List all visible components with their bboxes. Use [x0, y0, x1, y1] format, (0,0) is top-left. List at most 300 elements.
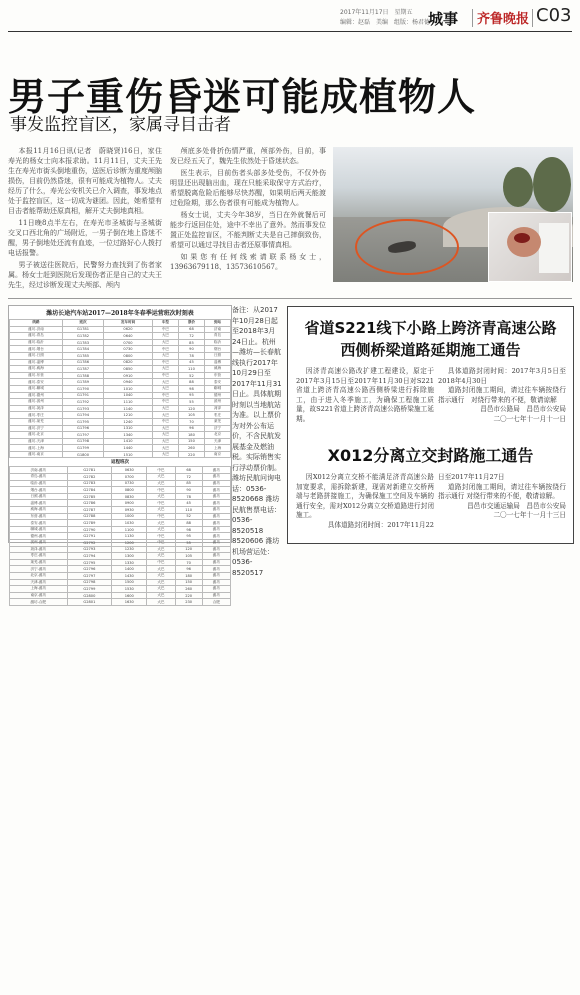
table-cell: 1330	[112, 559, 147, 566]
table-row	[10, 520, 231, 527]
table-cell: G2788	[67, 513, 112, 520]
table-cell: 1110	[104, 399, 153, 406]
table-cell: 潍坊-合肥	[10, 599, 68, 606]
table-cell: 1000	[112, 513, 147, 520]
date-editors	[340, 8, 430, 28]
table-cell: 88	[175, 520, 202, 527]
notice1-side	[438, 367, 566, 424]
table-cell: 潍坊	[202, 540, 230, 547]
table-subtitle: 返程班次	[111, 460, 129, 466]
table-cell: G1787	[62, 366, 103, 373]
table-cell: 中巴	[147, 559, 175, 566]
table-cell: 68	[178, 326, 204, 333]
article-column-2	[170, 146, 326, 274]
table-row	[10, 599, 231, 606]
table-cell: G2790	[67, 526, 112, 533]
table-row	[10, 553, 231, 560]
table-cell: 72	[175, 474, 202, 481]
road-notice-box	[287, 306, 574, 544]
table-cell: G1784	[62, 346, 103, 353]
page-number: C03	[536, 5, 572, 26]
table-cell: 1500	[112, 579, 147, 586]
header-divider	[532, 9, 533, 27]
table-cell: 滨州-潍坊	[10, 540, 68, 547]
table-cell: 大巴	[152, 438, 178, 445]
table-cell: 68	[175, 467, 202, 474]
table-cell: 0700	[112, 474, 147, 481]
table-cell: 大巴	[152, 379, 178, 386]
table-cell: G2794	[67, 553, 112, 560]
table-cell: 潍坊-莱芜	[10, 418, 63, 425]
table-cell: G1797	[62, 432, 103, 439]
table-cell: 中巴	[147, 487, 175, 494]
table-cell: G1785	[62, 352, 103, 359]
table-cell: 0940	[104, 379, 153, 386]
table-cell: 菏泽-潍坊	[10, 546, 68, 553]
tree	[503, 167, 533, 207]
notice2-date: 二〇一七年十一月十三日	[493, 511, 566, 519]
notice2-side	[438, 473, 566, 521]
table-cell: 青岛-潍坊	[10, 474, 68, 481]
table-cell: 烟台	[204, 346, 230, 353]
table-cell: 55	[178, 399, 204, 406]
table-cell: 96	[178, 425, 204, 432]
table-cell: 潍坊-济南	[10, 326, 63, 333]
table-cell: 大巴	[152, 451, 178, 458]
table-cell: 120	[175, 546, 202, 553]
table-cell: 潍坊-南京	[10, 451, 63, 458]
table-cell: 90	[178, 346, 204, 353]
table-row	[10, 540, 231, 547]
table-cell: 烟台-潍坊	[10, 487, 68, 494]
table-cell: 0820	[104, 359, 153, 366]
table-cell: 潍坊-日照	[10, 352, 63, 359]
table-cell: 1630	[112, 599, 147, 606]
table-row	[10, 418, 231, 425]
table-cell: 天津	[204, 438, 230, 445]
table-cell: 1530	[112, 586, 147, 593]
table-row	[10, 579, 231, 586]
table-cell: 上海	[204, 445, 230, 452]
table-row	[10, 566, 231, 573]
table-row	[10, 451, 231, 458]
table-cell: 1410	[104, 438, 153, 445]
table-cell: 潍坊	[202, 500, 230, 507]
table-cell: 大巴	[152, 405, 178, 412]
paragraph: 道路封闭施工期间，请过往车辆按绕行指示通行 对绕行带来的不便，敬请谅解	[438, 386, 566, 404]
table-cell: 1430	[112, 572, 147, 579]
table-cell: 威海-潍坊	[10, 507, 68, 514]
table-cell: 潍坊	[202, 520, 230, 527]
table-row	[10, 474, 231, 481]
table-cell: 潍坊	[202, 579, 230, 586]
table-cell: G2795	[67, 559, 112, 566]
table-cell: 潍坊-滨州	[10, 399, 63, 406]
table-cell: 潍坊-临沂	[10, 339, 63, 346]
table-cell: 潍坊-北京	[10, 432, 63, 439]
table-cell: 1240	[104, 418, 153, 425]
table-cell: 中巴	[152, 372, 178, 379]
table-cell: 72	[178, 333, 204, 340]
table-row	[10, 339, 231, 346]
table-cell: G1790	[62, 385, 103, 392]
table-cell: 南京	[204, 451, 230, 458]
table-cell: G1793	[62, 405, 103, 412]
table-cell: 220	[175, 592, 202, 599]
pillow	[539, 223, 569, 273]
notice1-body	[296, 367, 434, 424]
table-row	[10, 412, 231, 419]
table-cell: 济南	[204, 326, 230, 333]
table-cell: 北京-潍坊	[10, 572, 68, 579]
table-cell: G2799	[67, 586, 112, 593]
table-row	[10, 432, 231, 439]
table-cell: 潍坊	[202, 586, 230, 593]
table-cell: 1130	[112, 533, 147, 540]
table-cell: G1794	[62, 412, 103, 419]
table-cell: 大巴	[147, 572, 175, 579]
paragraph: 11日晚8点半左右，在寿光市圣城街与圣城街交叉口西北角的广场附近，一男子倒在地上昏迷不醒，男子倒地处还流有血迹，一位过路好心人拨打电话报警。	[8, 219, 162, 257]
table-cell: 青岛	[204, 333, 230, 340]
table-cell: 大巴	[152, 425, 178, 432]
table-row	[10, 526, 231, 533]
table-cell: 1310	[104, 425, 153, 432]
table-cell: 中巴	[147, 513, 175, 520]
table-row	[10, 405, 231, 412]
notice1-date: 二〇一七年十一月十一日	[493, 414, 566, 423]
table-cell: G2797	[67, 572, 112, 579]
table-row	[10, 399, 231, 406]
table-cell: 180	[175, 572, 202, 579]
table-cell: 潍坊-枣庄	[10, 412, 63, 419]
table-cell: 菏泽	[204, 405, 230, 412]
table-cell: 日照-潍坊	[10, 493, 68, 500]
table-cell: 济南-潍坊	[10, 467, 68, 474]
table-cell: 日照	[204, 352, 230, 359]
table-cell: 0730	[104, 346, 153, 353]
schedule-grid-bottom	[9, 466, 231, 605]
paragraph: 如果您有任何线索请联系杨女士，13963679118、13573610567。	[170, 253, 326, 271]
table-row	[10, 572, 231, 579]
table-cell: 潍坊-淄博	[10, 359, 63, 366]
flight-note: 备注：从2017年10月28日起至2018年3月24日止。杭州—潍坊—长春航线执行2017年10月29日至2017年11月31日止。具体航期时刻以当地航站为准。以上票价为对外公布运价，不含民航发展基金及燃油税。实际销售实行浮动票价制。潍坊民航问询电话：0536-8520668 潍坊民航售票电话：0536-8520518 8520606 潍坊机场营运处：0536-8520517	[232, 306, 282, 577]
table-cell: 1230	[112, 546, 147, 553]
table-cell: 0800	[112, 487, 147, 494]
table-row	[10, 326, 231, 333]
table-cell: 120	[178, 405, 204, 412]
table-cell: G2784	[67, 487, 112, 494]
table-row	[10, 586, 231, 593]
table-cell: 0830	[112, 493, 147, 500]
table-cell: 大巴	[152, 352, 178, 359]
table-cell: 上海-潍坊	[10, 586, 68, 593]
table-row	[10, 385, 231, 392]
table-cell: 1100	[112, 526, 147, 533]
table-cell: 大巴	[147, 480, 175, 487]
table-row	[10, 507, 231, 514]
table-row	[10, 467, 231, 474]
table-cell: 潍坊	[202, 592, 230, 599]
table-cell: 泰安	[204, 379, 230, 386]
notice2-date-right: 日至2017年11月27日	[438, 473, 505, 481]
table-cell: 0700	[104, 339, 153, 346]
section-rule	[8, 298, 572, 299]
table-cell: G1786	[62, 359, 103, 366]
table-cell: 潍坊-菏泽	[10, 405, 63, 412]
table-cell: 潍坊-济宁	[10, 425, 63, 432]
table-cell: 东营	[204, 372, 230, 379]
paragraph: 因济青高速公路改扩建工程建设，原定于2017年3月15日至2017年11月30日对S221省道上跨济青高速公路西侧桥梁进行拆除施工，由于进入冬季施工，为确保工程施工质量，故S221省道上跨济青高速公路桥梁施工延期。	[296, 367, 434, 423]
table-cell: 220	[178, 451, 204, 458]
table-cell: 聊城-潍坊	[10, 526, 68, 533]
table-cell: 85	[175, 480, 202, 487]
table-cell: G1792	[62, 399, 103, 406]
table-cell: 1600	[112, 592, 147, 599]
table-cell: 潍坊-泰安	[10, 379, 63, 386]
paragraph: 具体道路封闭时间：2017年3月5日至2018年4月30日	[438, 367, 566, 385]
table-cell: 180	[178, 432, 204, 439]
table-cell: 济宁	[204, 425, 230, 432]
bus-schedule-table	[8, 305, 232, 605]
table-cell: 78	[178, 352, 204, 359]
table-cell: G2798	[67, 579, 112, 586]
table-cell: 260	[178, 445, 204, 452]
red-circle-marker	[355, 219, 459, 275]
table-cell: 济宁-潍坊	[10, 566, 68, 573]
table-cell: 中巴	[152, 399, 178, 406]
tree	[533, 157, 571, 212]
date-line: 2017年11月17日 星期五	[340, 9, 413, 16]
table-cell: 潍坊-烟台	[10, 346, 63, 353]
table-cell: 52	[178, 372, 204, 379]
editors-line: 编辑：赵磊 美编 组版：杨君德	[340, 19, 431, 26]
table-row	[10, 445, 231, 452]
column-header: 班次	[62, 320, 103, 327]
table-cell: 1400	[112, 566, 147, 573]
table-cell: 大巴	[147, 493, 175, 500]
table-cell: G2786	[67, 500, 112, 507]
table-cell: 1040	[104, 392, 153, 399]
table-cell: 潍坊-德州	[10, 392, 63, 399]
table-cell: G1782	[62, 333, 103, 340]
table-row	[10, 438, 231, 445]
table-cell: G2789	[67, 520, 112, 527]
table-cell: 滨州	[204, 399, 230, 406]
notice2-title: X012分离立交封路施工通告	[327, 446, 534, 465]
table-cell: 95	[178, 392, 204, 399]
table-cell: 聊城	[204, 385, 230, 392]
table-cell: 中巴	[147, 500, 175, 507]
paragraph: 本报11月16日讯(记者 蔚晓贤)16日，家住寿光的杨女士向本报求助。11月11日，丈夫王先生在寿光市街头倒地重伤，送医后诊断为重度颅脑损伤，目前仍然昏迷，很有可能成为植物人。丈夫经历了什么，寿光公安机关已介入调查，事发地点处于监控盲区，这一切成为谜团。因此，她希望有目击者能帮助还原真相，解开丈夫倒地真相。	[8, 147, 162, 215]
table-cell: 临沂	[204, 339, 230, 346]
table-cell: 1030	[112, 520, 147, 527]
table-cell: 潍坊	[202, 480, 230, 487]
table-cell: 枣庄-潍坊	[10, 553, 68, 560]
table-cell: 1340	[104, 432, 153, 439]
table-cell: 潍坊	[202, 487, 230, 494]
table-cell: 大巴	[147, 566, 175, 573]
table-cell: G1800	[62, 451, 103, 458]
table-cell: 98	[175, 526, 202, 533]
table-cell: 96	[175, 566, 202, 573]
table-cell: 淄博-潍坊	[10, 500, 68, 507]
table-row	[10, 513, 231, 520]
table-cell: 88	[178, 379, 204, 386]
table-cell: 0910	[104, 372, 153, 379]
table-cell: 潍坊-天津	[10, 438, 63, 445]
table-cell: 大巴	[147, 599, 175, 606]
table-cell: 78	[175, 493, 202, 500]
table-row	[10, 392, 231, 399]
table-cell: G2791	[67, 533, 112, 540]
table-cell: 大巴	[152, 366, 178, 373]
table-cell: 大巴	[147, 579, 175, 586]
table-cell: 大巴	[147, 507, 175, 514]
table-cell: 大巴	[147, 546, 175, 553]
table-cell: 潍坊	[202, 559, 230, 566]
table-cell: 大巴	[147, 520, 175, 527]
notice2-time: 具体道路封闭时间：2017年11月22	[327, 520, 434, 529]
table-cell: 中巴	[147, 540, 175, 547]
table-cell: 大巴	[147, 586, 175, 593]
table-cell: 大巴	[152, 412, 178, 419]
table-cell: 潍坊	[202, 526, 230, 533]
table-cell: 德州	[204, 392, 230, 399]
table-row	[10, 533, 231, 540]
column-header: 票价	[178, 320, 204, 327]
notice1-signers: 昌邑市公路局 昌邑市公安局	[480, 405, 566, 413]
table-cell: 0800	[104, 352, 153, 359]
table-cell: 潍坊-聊城	[10, 385, 63, 392]
table-cell: G1798	[62, 438, 103, 445]
column-header: 线路	[10, 320, 63, 327]
table-cell: 潍坊	[202, 467, 230, 474]
table-row	[10, 480, 231, 487]
table-row	[10, 559, 231, 566]
brand-logo: 齐鲁晚报	[477, 12, 530, 27]
table-cell: 大巴	[147, 474, 175, 481]
table-cell: 1440	[104, 445, 153, 452]
table-cell: 中巴	[152, 326, 178, 333]
table-cell: 中巴	[147, 467, 175, 474]
table-cell: 天津-潍坊	[10, 579, 68, 586]
schedule-grid-top	[9, 319, 231, 458]
table-cell: G2793	[67, 546, 112, 553]
table-cell: 98	[178, 385, 204, 392]
table-cell: 莱芜-潍坊	[10, 559, 68, 566]
table-cell: G1781	[62, 326, 103, 333]
table-cell: 大巴	[147, 553, 175, 560]
table-row	[10, 366, 231, 373]
table-cell: G2792	[67, 540, 112, 547]
column-header: 到站	[204, 320, 230, 327]
table-cell: 45	[178, 359, 204, 366]
table-row	[10, 379, 231, 386]
section-title: 城事	[428, 10, 459, 28]
table-cell: 大巴	[147, 592, 175, 599]
header-rule	[8, 31, 572, 32]
table-cell: 1010	[104, 385, 153, 392]
table-row	[10, 333, 231, 340]
table-cell: 潍坊	[202, 566, 230, 573]
table-cell: 淄博	[204, 359, 230, 366]
table-cell: 南京-潍坊	[10, 592, 68, 599]
table-cell: 52	[175, 513, 202, 520]
paragraph: 颅底多处骨折伤情严重，颅部外伤，目前，事发已经五天了，魏先生依然处于昏迷状态。	[170, 147, 326, 165]
victim-inset-photo	[488, 212, 572, 282]
table-cell: 大巴	[152, 445, 178, 452]
table-cell: 中巴	[152, 359, 178, 366]
table-cell: G1795	[62, 418, 103, 425]
table-cell: 大巴	[147, 526, 175, 533]
table-cell: 威海	[204, 366, 230, 373]
table-cell: 70	[178, 418, 204, 425]
article-column-1	[8, 146, 162, 292]
table-cell: G2787	[67, 507, 112, 514]
table-cell: 105	[178, 412, 204, 419]
table-cell: 1210	[104, 412, 153, 419]
table-cell: 45	[175, 500, 202, 507]
table-cell: 0850	[104, 366, 153, 373]
table-cell: 中巴	[152, 392, 178, 399]
table-cell: 潍坊	[202, 507, 230, 514]
wound	[514, 233, 530, 243]
table-cell: 潍坊-青岛	[10, 333, 63, 340]
table-row	[10, 493, 231, 500]
table-cell: G1791	[62, 392, 103, 399]
table-cell: 合肥	[202, 599, 230, 606]
paragraph: 男子被送往医院后，民警努力查找到了伤者家属。杨女士赶到医院后发现伤者正是自己的丈夫王先生，经过诊断发现丈夫颅部、颅内	[8, 261, 162, 289]
table-row	[10, 346, 231, 353]
table-cell: G1789	[62, 379, 103, 386]
table-cell: 莱芜	[204, 418, 230, 425]
table-row	[10, 500, 231, 507]
notice2-signers: 昌邑市交通运输局 昌邑市公安局	[467, 501, 566, 510]
table-cell: 潍坊-上海	[10, 445, 63, 452]
table-row	[10, 425, 231, 432]
table-cell: 1140	[104, 405, 153, 412]
table-row	[10, 372, 231, 379]
table-cell: 潍坊	[202, 572, 230, 579]
table-cell: 1510	[104, 451, 153, 458]
paragraph: 因X012分离立交桥不能满足济青高速公路加宽要求，需拆除新建，现需对新建立交桥两端与老路拼接施工，为确保施工空间及车辆的通行安全，需对X012分离立交桥道路进行封闭施工。	[296, 473, 434, 519]
table-cell: 潍坊-威海	[10, 366, 63, 373]
table-row	[10, 359, 231, 366]
table-cell: G1788	[62, 372, 103, 379]
table-cell: 0640	[104, 333, 153, 340]
table-cell: 枣庄	[204, 412, 230, 419]
table-cell: 潍坊	[202, 513, 230, 520]
paragraph: 医生表示，目前伤者头部多处受伤，不仅外伤明显还出现脑出血，现在只能采取保守方式治疗，希望脱离危险后能够尽快苏醒，如果明后两天能渡过危险期，那么伤者很有可能成为植物人。	[170, 169, 326, 207]
table-cell: G2785	[67, 493, 112, 500]
table-row	[10, 592, 231, 599]
table-cell: 大巴	[152, 339, 178, 346]
table-cell: 潍坊	[202, 533, 230, 540]
table-cell: G2800	[67, 592, 112, 599]
notice1-title-line1: 省道S221线下小路上跨济青高速公路	[304, 319, 557, 337]
table-cell: 0900	[112, 500, 147, 507]
table-cell: 90	[175, 487, 202, 494]
table-cell: 大巴	[152, 385, 178, 392]
table-cell: 55	[175, 540, 202, 547]
table-cell: G1783	[62, 339, 103, 346]
table-cell: 85	[178, 339, 204, 346]
table-cell: 泰安-潍坊	[10, 520, 68, 527]
table-cell: 潍坊	[202, 546, 230, 553]
paragraph: 道路封闭施工期间，请过往车辆按绕行指示通行 对绕行带来的不便，敬请谅解。	[438, 482, 566, 500]
table-cell: 1300	[112, 553, 147, 560]
table-cell: 230	[175, 599, 202, 606]
